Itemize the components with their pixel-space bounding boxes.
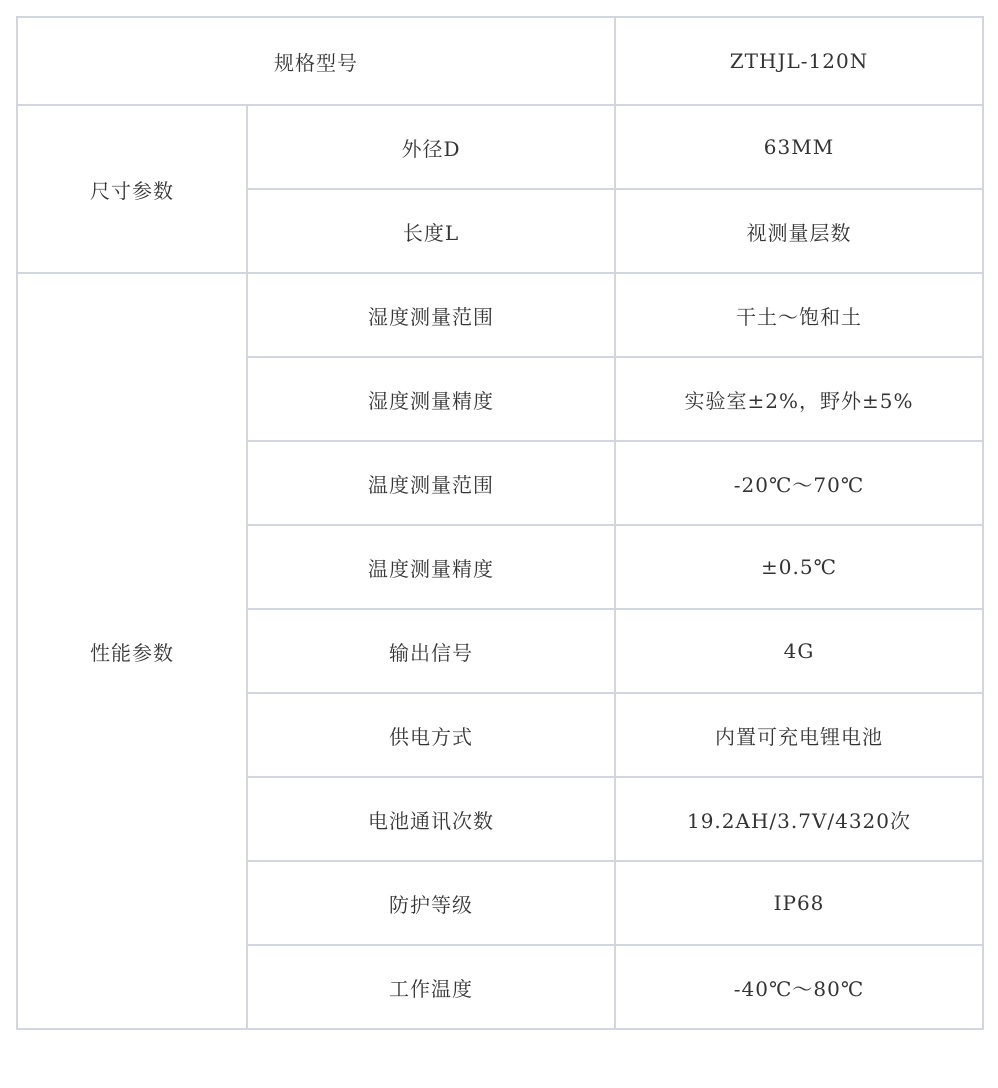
spec-table	[16, 16, 984, 1030]
model-value-cell: ZTHJL-120N	[615, 17, 983, 105]
value-cell: ±0.5℃	[615, 525, 983, 609]
value-cell: -40℃～80℃	[615, 945, 983, 1029]
value-cell: 63MM	[615, 105, 983, 189]
param-cell: 电池通讯次数	[247, 777, 615, 861]
param-cell: 外径D	[247, 105, 615, 189]
param-cell: 供电方式	[247, 693, 615, 777]
param-cell: 长度L	[247, 189, 615, 273]
param-cell: 湿度测量精度	[247, 357, 615, 441]
value-cell: -20℃～70℃	[615, 441, 983, 525]
param-cell: 工作温度	[247, 945, 615, 1029]
performance-group-label-cell: 性能参数	[17, 273, 247, 1029]
param-cell: 温度测量精度	[247, 525, 615, 609]
value-cell: 干土～饱和土	[615, 273, 983, 357]
spec-table-body	[17, 17, 983, 1029]
value-cell: 内置可充电锂电池	[615, 693, 983, 777]
param-cell: 湿度测量范围	[247, 273, 615, 357]
table-row-model	[17, 17, 983, 105]
value-cell: 19.2AH/3.7V/4320次	[615, 777, 983, 861]
model-label-cell: 规格型号	[17, 17, 615, 105]
param-cell: 防护等级	[247, 861, 615, 945]
value-cell: 视测量层数	[615, 189, 983, 273]
table-row	[17, 273, 983, 357]
value-cell: IP68	[615, 861, 983, 945]
value-cell: 4G	[615, 609, 983, 693]
size-group-label-cell: 尺寸参数	[17, 105, 247, 273]
value-cell: 实验室±2%，野外±5%	[615, 357, 983, 441]
table-row	[17, 105, 983, 189]
param-cell: 输出信号	[247, 609, 615, 693]
param-cell: 温度测量范围	[247, 441, 615, 525]
